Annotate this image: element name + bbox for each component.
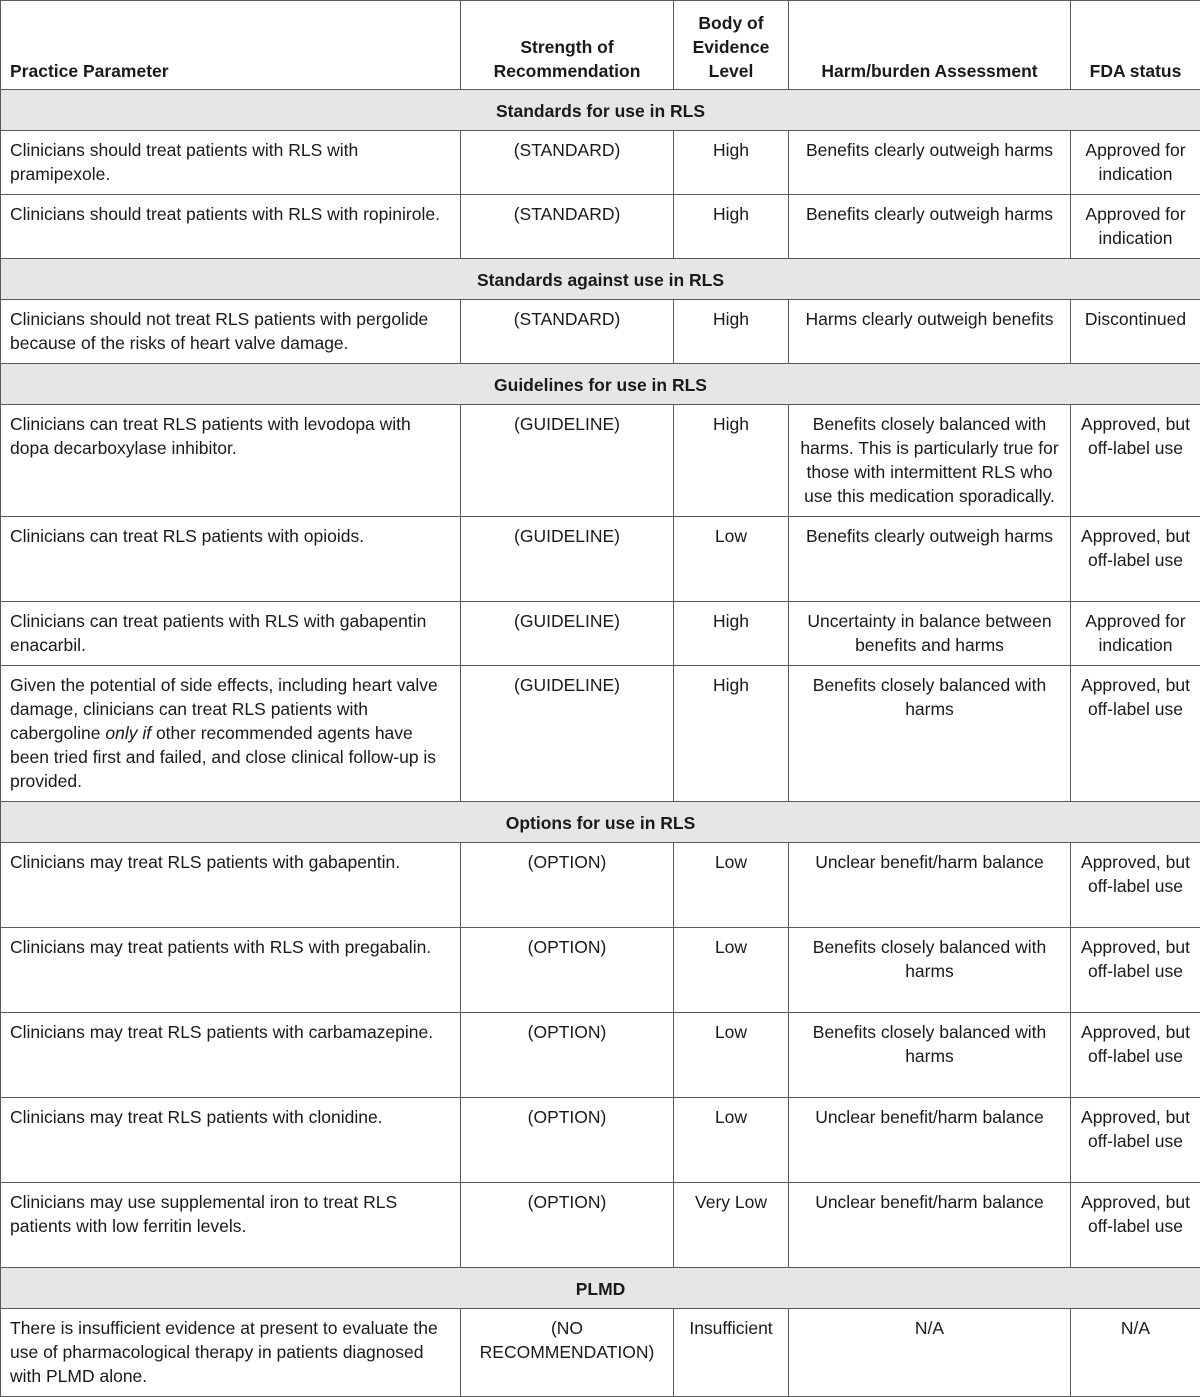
- fda-cell: Approved, but off-label use: [1071, 843, 1200, 928]
- section-standards-against: Standards against use in RLS: [1, 259, 1200, 300]
- parameter-emphasis: only if: [105, 723, 151, 743]
- harm-cell: Benefits closely balanced with harms: [789, 1013, 1071, 1098]
- strength-cell: (GUIDELINE): [461, 602, 674, 666]
- strength-cell: (STANDARD): [461, 195, 674, 259]
- table-row: [1, 1013, 1200, 1098]
- strength-cell: (OPTION): [461, 1013, 674, 1098]
- table-row: [1, 517, 1200, 602]
- evidence-cell: Insufficient: [674, 1309, 789, 1397]
- fda-cell: Approved, but off-label use: [1071, 928, 1200, 1013]
- header-evidence: Body of Evidence Level: [674, 1, 789, 90]
- strength-cell: (OPTION): [461, 1098, 674, 1183]
- header-harm: Harm/burden Assessment: [789, 1, 1071, 90]
- fda-cell: Approved, but off-label use: [1071, 1013, 1200, 1098]
- table-row: [1, 195, 1200, 259]
- table-row: [1, 1309, 1200, 1397]
- strength-cell: (STANDARD): [461, 131, 674, 195]
- strength-cell: (STANDARD): [461, 300, 674, 364]
- fda-cell: Approved, but off-label use: [1071, 1098, 1200, 1183]
- parameter-cell: Clinicians should treat patients with RLS with pramipexole.: [1, 131, 461, 195]
- evidence-cell: Low: [674, 517, 789, 602]
- fda-cell: Approved for indication: [1071, 131, 1200, 195]
- evidence-cell: High: [674, 195, 789, 259]
- harm-cell: Benefits closely balanced with harms: [789, 928, 1071, 1013]
- table-row: [1, 131, 1200, 195]
- parameter-cell: Clinicians should treat patients with RLS with ropinirole.: [1, 195, 461, 259]
- fda-cell: Approved, but off-label use: [1071, 1183, 1200, 1268]
- strength-cell: (OPTION): [461, 928, 674, 1013]
- harm-cell: N/A: [789, 1309, 1071, 1397]
- parameter-cell: Clinicians can treat RLS patients with levodopa with dopa decarboxylase inhibitor.: [1, 405, 461, 517]
- section-options-for: Options for use in RLS: [1, 802, 1200, 843]
- parameter-cell: Clinicians may treat patients with RLS with pregabalin.: [1, 928, 461, 1013]
- strength-cell: (GUIDELINE): [461, 517, 674, 602]
- table-row: [1, 300, 1200, 364]
- harm-cell: Unclear benefit/harm balance: [789, 1098, 1071, 1183]
- strength-cell: (GUIDELINE): [461, 405, 674, 517]
- evidence-cell: Very Low: [674, 1183, 789, 1268]
- evidence-cell: High: [674, 405, 789, 517]
- fda-cell: Approved, but off-label use: [1071, 405, 1200, 517]
- section-standards-for: Standards for use in RLS: [1, 90, 1200, 131]
- section-row: [1, 802, 1200, 843]
- parameter-cell: Clinicians may treat RLS patients with carbamazepine.: [1, 1013, 461, 1098]
- strength-cell: (GUIDELINE): [461, 666, 674, 802]
- evidence-cell: High: [674, 131, 789, 195]
- table-row: [1, 666, 1200, 802]
- harm-cell: Harms clearly outweigh benefits: [789, 300, 1071, 364]
- harm-cell: Unclear benefit/harm balance: [789, 843, 1071, 928]
- fda-cell: Approved for indication: [1071, 602, 1200, 666]
- table-row: [1, 602, 1200, 666]
- harm-cell: Uncertainty in balance between benefits and harms: [789, 602, 1071, 666]
- parameter-text: other recommended agents have been tried first and failed, and close clinical follow-up is provided.: [10, 723, 436, 791]
- parameter-cell: Clinicians may use supplemental iron to treat RLS patients with low ferritin levels.: [1, 1183, 461, 1268]
- harm-cell: Benefits closely balanced with harms. This is particularly true for those with intermittent RLS who use this medication sporadically.: [789, 405, 1071, 517]
- harm-cell: Benefits clearly outweigh harms: [789, 131, 1071, 195]
- evidence-cell: Low: [674, 1013, 789, 1098]
- table-row: [1, 1183, 1200, 1268]
- fda-cell: Discontinued: [1071, 300, 1200, 364]
- fda-cell: Approved, but off-label use: [1071, 517, 1200, 602]
- evidence-cell: Low: [674, 928, 789, 1013]
- fda-cell: N/A: [1071, 1309, 1200, 1397]
- strength-cell: (NO RECOMMENDATION): [461, 1309, 674, 1397]
- parameter-cell: [1, 666, 461, 802]
- section-row: [1, 1268, 1200, 1309]
- header-row: [1, 1, 1200, 90]
- harm-cell: Benefits clearly outweigh harms: [789, 517, 1071, 602]
- fda-cell: Approved, but off-label use: [1071, 666, 1200, 802]
- harm-cell: Benefits closely balanced with harms: [789, 666, 1071, 802]
- evidence-cell: Low: [674, 843, 789, 928]
- strength-cell: (OPTION): [461, 843, 674, 928]
- section-row: [1, 90, 1200, 131]
- harm-cell: Benefits clearly outweigh harms: [789, 195, 1071, 259]
- evidence-cell: High: [674, 666, 789, 802]
- section-guidelines-for: Guidelines for use in RLS: [1, 364, 1200, 405]
- header-fda: FDA status: [1071, 1, 1200, 90]
- header-strength: Strength of Recommendation: [461, 1, 674, 90]
- table-row: [1, 405, 1200, 517]
- table-row: [1, 1098, 1200, 1183]
- evidence-cell: High: [674, 300, 789, 364]
- section-row: [1, 364, 1200, 405]
- evidence-cell: Low: [674, 1098, 789, 1183]
- parameter-text: Given the potential of side effects, including heart valve damage, clinicians can treat RLS patients with cabergoline: [10, 675, 438, 743]
- table-row: [1, 928, 1200, 1013]
- table-row: [1, 843, 1200, 928]
- parameter-cell: There is insufficient evidence at present to evaluate the use of pharmacological therapy in patients diagnosed with PLMD alone.: [1, 1309, 461, 1397]
- parameter-cell: Clinicians can treat patients with RLS with gabapentin enacarbil.: [1, 602, 461, 666]
- parameter-cell: Clinicians can treat RLS patients with opioids.: [1, 517, 461, 602]
- fda-cell: Approved for indication: [1071, 195, 1200, 259]
- header-practice-parameter: Practice Parameter: [1, 1, 461, 90]
- evidence-cell: High: [674, 602, 789, 666]
- parameter-cell: Clinicians may treat RLS patients with clonidine.: [1, 1098, 461, 1183]
- parameter-cell: Clinicians should not treat RLS patients with pergolide because of the risks of heart valve damage.: [1, 300, 461, 364]
- section-plmd: PLMD: [1, 1268, 1200, 1309]
- section-row: [1, 259, 1200, 300]
- strength-cell: (OPTION): [461, 1183, 674, 1268]
- parameter-cell: Clinicians may treat RLS patients with gabapentin.: [1, 843, 461, 928]
- harm-cell: Unclear benefit/harm balance: [789, 1183, 1071, 1268]
